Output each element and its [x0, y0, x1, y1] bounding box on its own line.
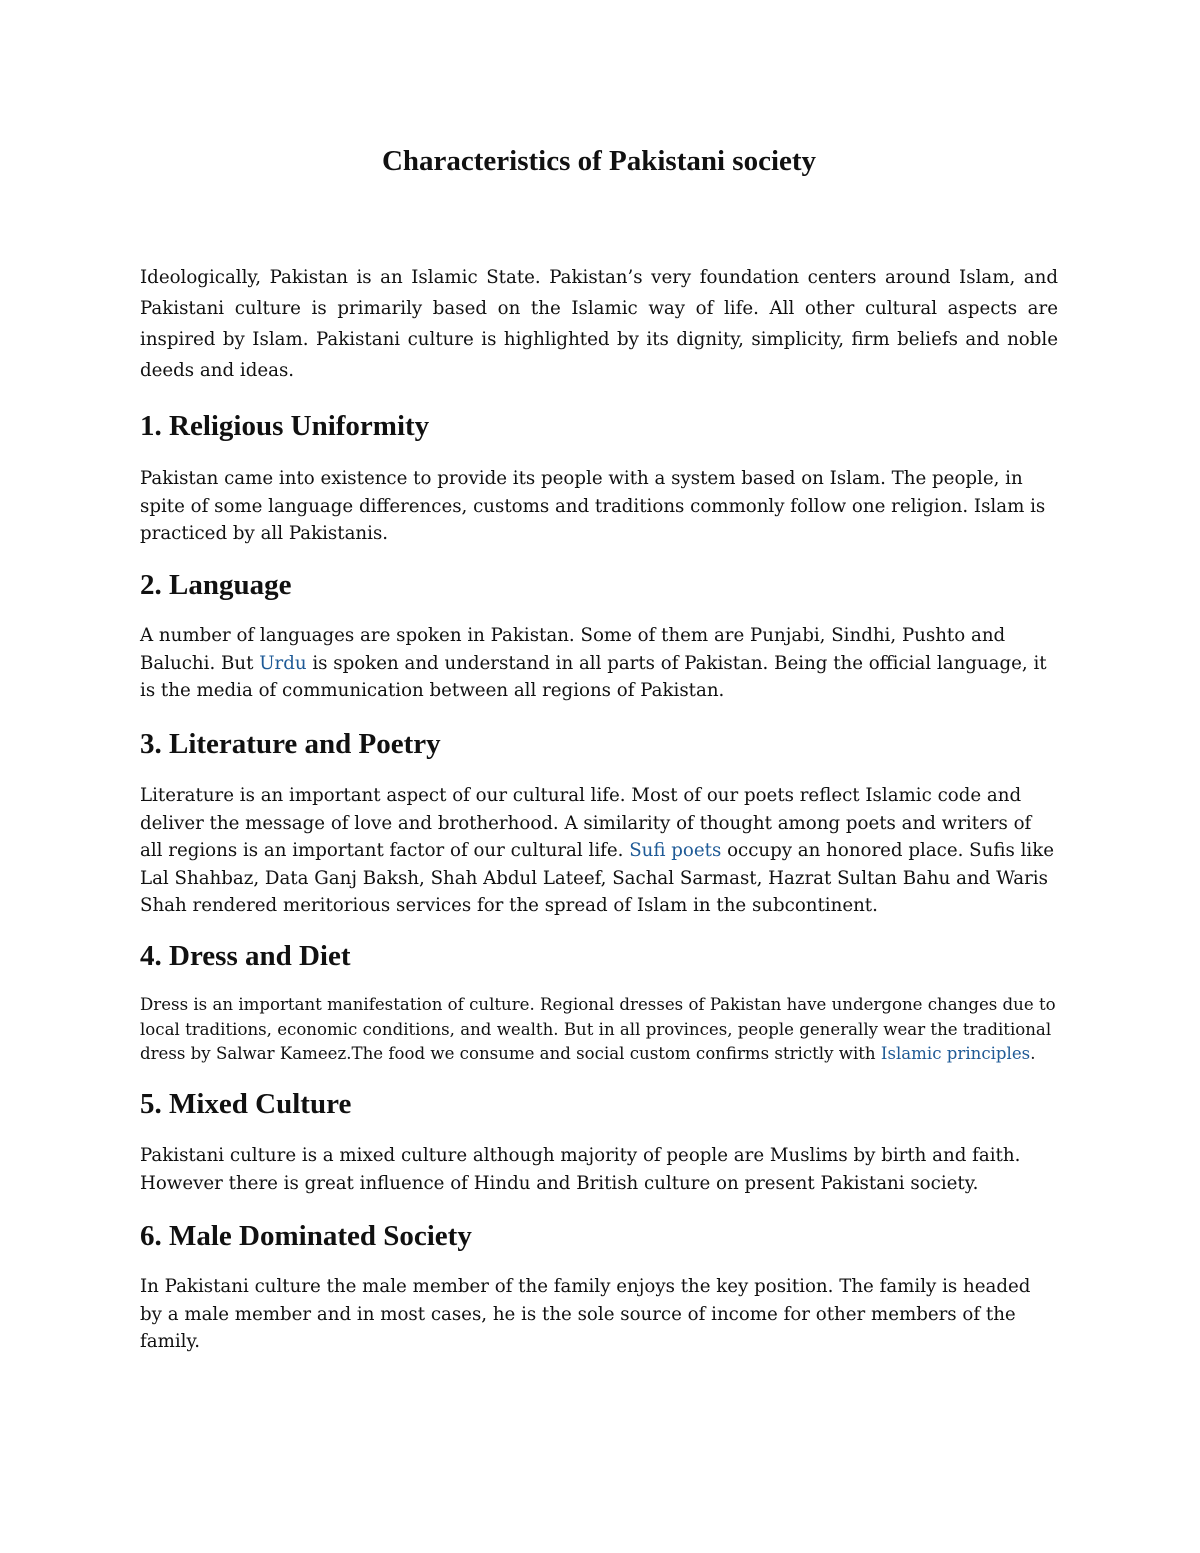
sufi-poets-link[interactable]: Sufi poets [629, 840, 722, 861]
document-title: Characteristics of Pakistani society [381, 145, 817, 177]
section-heading-mixed-culture: 5. Mixed Culture [140, 1088, 352, 1120]
section-body-male-dominated: In Pakistani culture the male member of the family enjoys the key position. The family is headed by a male member and in most cases, he is the sole source of income for other members of the family. [140, 1276, 1031, 1352]
section-heading-language: 2. Language [140, 569, 292, 601]
section-body-literature-poetry [140, 782, 1058, 920]
language-text-after: is spoken and understand in all parts of Pakistan. Being the official language, it is the media of communication between all regions of Pakistan. [140, 652, 1047, 701]
urdu-link[interactable]: Urdu [259, 652, 307, 674]
intro-paragraph: Ideologically, Pakistan is an Islamic State. Pakistan’s very foundation centers around Islam, and Pakistani culture is primarily based on the Islamic way of life. All other cultural aspects are inspired by Islam. Pakistani culture is highlighted by its dignity, simplicity, firm beliefs and noble deeds and ideas. [140, 267, 1058, 381]
section-heading-dress-diet: 4. Dress and Diet [140, 940, 351, 972]
section-heading-literature-poetry: 3. Literature and Poetry [140, 728, 441, 760]
dress-text-after: . [1030, 1044, 1036, 1063]
section-heading-religious-uniformity: 1. Religious Uniformity [140, 410, 430, 442]
language-text-before: A number of languages are spoken in Pakistan. Some of them are Punjabi, Sindhi, Pushto and Baluchi. But [140, 625, 1006, 674]
dress-text-before: Dress is an important manifestation of culture. Regional dresses of Pakistan have undergone changes due to local traditions, economic conditions, and wealth. But in all provinces, people generally wear the traditional dress by Salwar Kameez.The food we consume and social custom confirms strictly with [140, 995, 1056, 1063]
literature-text-after: occupy an honored place. Sufis like Lal Shahbaz, Data Ganj Baksh, Shah Abdul Lateef, Sachal Sarmast, Hazrat Sultan Bahu and Waris Shah rendered meritorious services for the spread of Islam in the subcontinent. [140, 840, 1055, 916]
section-heading-male-dominated: 6. Male Dominated Society [140, 1220, 472, 1252]
section-body-dress-diet [140, 993, 1058, 1067]
islamic-principles-link[interactable]: Islamic principles [880, 1044, 1031, 1063]
literature-text-before: Literature is an important aspect of our cultural life. Most of our poets reflect Islamic code and deliver the message of love and brotherhood. A similarity of thought among poets and writers of all regions is an important factor of our cultural life. [140, 785, 1032, 861]
section-body-language [140, 622, 1058, 705]
section-body-mixed-culture: Pakistani culture is a mixed culture although majority of people are Muslims by birth and faith. However there is great influence of Hindu and British culture on present Pakistani society. [140, 1145, 1021, 1194]
section-body-religious-uniformity: Pakistan came into existence to provide its people with a system based on Islam. The people, in spite of some language differences, customs and traditions commonly follow one religion. Islam is practiced by all Pakistanis. [140, 468, 1046, 544]
